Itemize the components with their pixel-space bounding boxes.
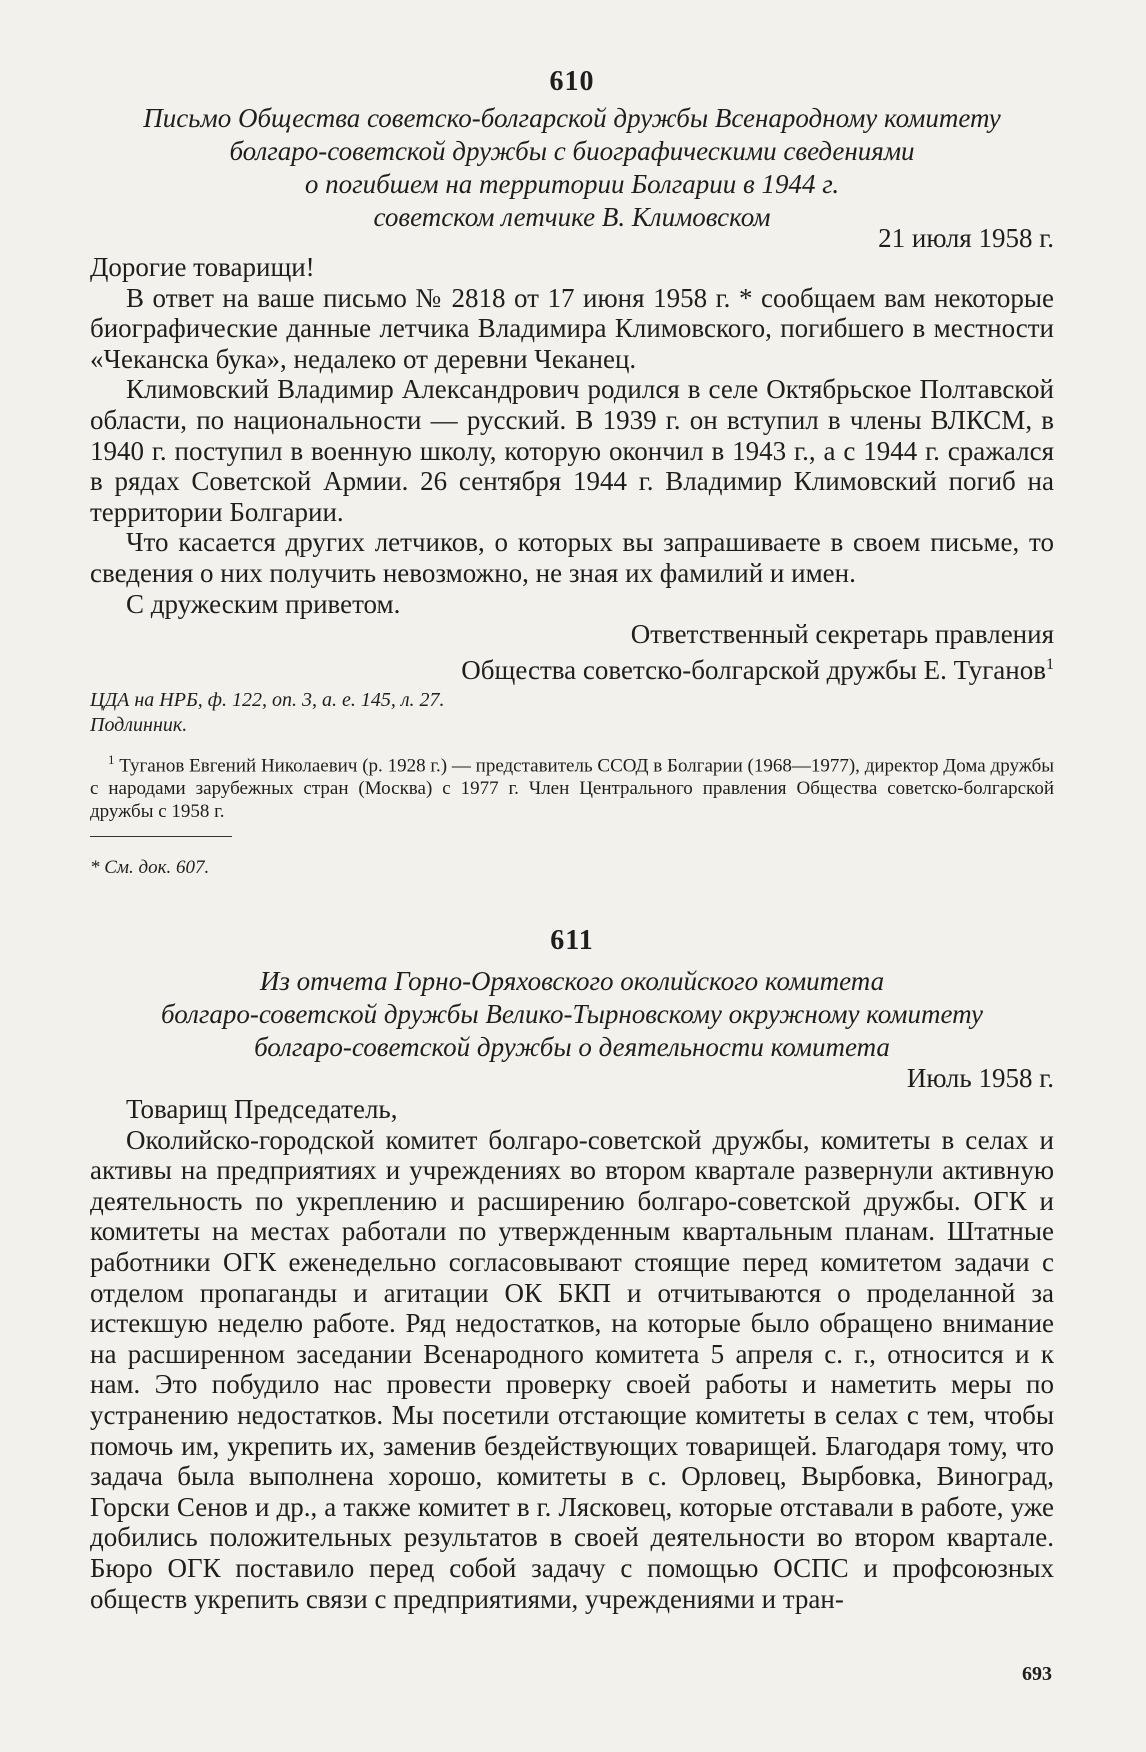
footnote bbox=[90, 748, 1054, 823]
heading-line: Из отчета Горно-Оряховского околийского комитета bbox=[259, 966, 885, 996]
doc-611-heading bbox=[90, 965, 1054, 1064]
footnote-mark: 1 bbox=[108, 752, 115, 767]
heading-line: болгаро-советской дружбы с биографическими сведениями bbox=[229, 136, 915, 166]
doc-611-date: Июль 1958 г. bbox=[906, 1063, 1054, 1093]
heading-line: о погибшем на территории Болгарии в 1944 г. bbox=[304, 169, 840, 199]
doc-610-body bbox=[90, 252, 1054, 685]
signature-title: Ответственный секретарь правления bbox=[630, 619, 1054, 650]
paragraph: Околийско-городской комитет болгаро-советской дружбы, комитеты в селах и активы на предприятиях и учреждениях во втором квартале развернули активную деятельность по укреплению и расширению болгаро-советской дружбы. ОГК и комитеты на местах работали по утвержденным квартальным планам. Штатные работники ОГК еженедельно согласовывают стоящие перед комитетом задачи с отделом пропаганды и агитации ОК БКП и отчитываются о проделанной за истекшую неделю работе. Ряд недостатков, на которые было обращено внимание на расширенном заседании Всенародного комитета 5 апреля с. г., относится и к нам. Это побудило нас провести проверку своей работы и наметить меры по устранению недостатков. Мы посетили отстающие комитеты в селах с тем, чтобы помочь им, укрепить их, заменив бездействующих товарищей. Благодаря тому, что задача была выполнена хорошо, комитеты в с. Орловец, Вырбовка, Виноград, Горски Сенов и др., а также комитет в г. Лясковец, которые отставали в работе, уже добились положительных результатов в своей деятельности во втором квартале. Бюро ОГК поставило перед собой задачу с помощью ОСПС и профсоюзных обществ укрепить связи с предприятиями, учреждениями и тран- bbox=[90, 1124, 1054, 1614]
archive-source bbox=[90, 688, 1054, 738]
footnote-divider bbox=[90, 836, 232, 837]
doc-610-heading bbox=[90, 102, 1054, 234]
page-number: 693 bbox=[1022, 1663, 1052, 1685]
closing: С дружеским приветом. bbox=[126, 588, 401, 619]
salutation: Товарищ Председатель, bbox=[126, 1094, 398, 1124]
star-note: * См. док. 607. bbox=[90, 857, 210, 878]
salutation: Дорогие товарищи! bbox=[90, 252, 315, 282]
doc-611-body bbox=[90, 1094, 1054, 1614]
heading-line: болгаро-советской дружбы о деятельности комитета bbox=[254, 1032, 890, 1062]
source-reference: ЦДА на НРБ, ф. 122, оп. 3, а. е. 145, л. 27. bbox=[90, 689, 445, 711]
signature-name bbox=[90, 650, 1054, 686]
paragraph: В ответ на ваше письмо № 2818 от 17 июня 1958 г. * сообщаем вам некоторые биографические данные летчика Владимира Климовского, погибшего в местности «Чеканска бука», недалеко от деревни Чеканец. bbox=[90, 282, 1054, 374]
signature-name-text: Общества советско-болгарской дружбы Е. Туганов bbox=[461, 654, 1046, 685]
footnote-text: Туганов Евгений Николаевич (р. 1928 г.) — представитель ССОД в Болгарии (1968—1977), директор Дома дружбы с народами зарубежных стран (Москва) с 1977 г. Член Центрального правления Общества советско-болгарской дружбы с 1958 г. bbox=[90, 755, 1055, 823]
paragraph: Что касается других летчиков, о которых вы запрашиваете в своем письме, то сведения о них получить невозможно, не зная их фамилий и имен. bbox=[90, 527, 1054, 588]
heading-line: Письмо Общества советско-болгарской дружбы Всенародному комитету bbox=[143, 103, 1001, 133]
doc-number-611: 611 bbox=[550, 925, 594, 956]
heading-line: болгаро-советской дружбы Велико-Тырновскому окружному комитету bbox=[161, 999, 983, 1029]
source-type: Подлинник. bbox=[90, 714, 188, 736]
heading-line: советском летчике В. Климовском bbox=[373, 202, 771, 232]
doc-number-610: 610 bbox=[549, 66, 595, 97]
footnote-ref: 1 bbox=[1046, 655, 1054, 673]
paragraph: Климовский Владимир Александрович родился в селе Октябрьское Полтавской области, по национальности — русский. В 1939 г. он вступил в члены ВЛКСМ, в 1940 г. поступил в военную школу, которую окончил в 1943 г., а с 1944 г. сражался в рядах Советской Армии. 26 сентября 1944 г. Владимир Климовский погиб на территории Болгарии. bbox=[90, 374, 1054, 527]
doc-610-date: 21 июля 1958 г. bbox=[878, 223, 1054, 253]
